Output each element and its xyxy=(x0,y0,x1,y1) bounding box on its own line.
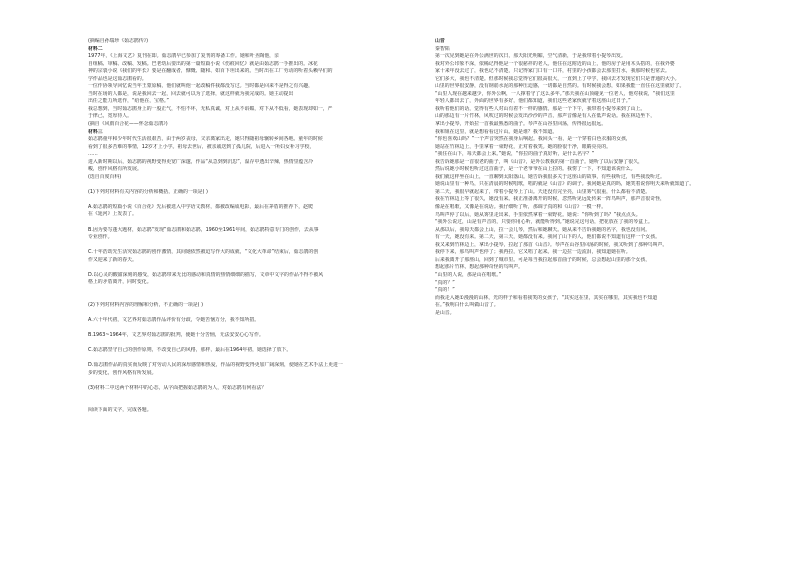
text-line: 一位作协领导回忆说当年王蒙原稿，他们就叫他一起改稿件我都没写过。当时都是回来不是得之有兴趣， xyxy=(88,83,313,90)
text-line: 拿出小提琴，开始拉一首我最熟悉的曲子。琴声在山谷里回荡，传得很远很远。 xyxy=(435,121,607,128)
text-line: 家十来年没去过了，我也记不清楚，只记得家门口有一口井，村里的小孩都会去那里打水，我那时候也常去。 xyxy=(435,68,670,75)
text-line: 格上的矛盾离开，同时变化。 xyxy=(88,279,152,286)
text-line: 鸟叫声停了以后，她从雾里走出来，手里依然拿着一束野花。她说：“你听到了吗？”我点点头。 xyxy=(435,211,641,218)
text-line: 是山音。 xyxy=(435,309,455,316)
question-2: (2)下列对材料内容的理解和分析，不正确的一项是( ) xyxy=(88,301,204,308)
text-line: “山里人现在越来越少，你外公啊，一人撑着守了这么多年。”那天我在山顶碰见一位老人，他对我说，“我们这里 xyxy=(435,90,675,97)
text-line: 年轻人都出去了，外面的世界有多好，他们都知道，我们这些老家伙就守着这座山过日子。” xyxy=(435,98,631,105)
story-author: 秦智韬 xyxy=(435,45,450,52)
text-line: …… xyxy=(88,151,98,158)
source-note: (摘自《风雨百合花——怀念茹志鹃》) xyxy=(88,121,168,128)
text-line: 我对外公印象不深，依稀记得他是一个很慈祥的老人。他住在这附近的山上，他的房子是用木头搭的，在我外婆 xyxy=(435,60,675,67)
text-line: 我听着他们的话，觉得有些人对山有着不一样的感情。那是一个下午，我带着小提琴来到了山上。 xyxy=(435,105,646,112)
text-line: 看到了很多苦难的事情，12岁才上小学。祖母去世后，被亲戚送到了孤儿院，后进入一所妇女补习学校， xyxy=(88,143,315,150)
text-line: 我和姐在这里，就是想看看这片山。她是谁？我不知道。 xyxy=(435,128,558,135)
source-note: (摘编自孙瑞珍《茹志鹃传》) xyxy=(88,38,149,44)
option-d: D.茹志鹃作品的真实而反映了对劳动人民的深厚感情和热爱，作品的视野变得更加广阔深刻，使她在艺术手法上更进一 xyxy=(88,362,343,368)
option-a: A.六十年代初，文艺界对茹志鹃作品评价有分歧，令她苦恼万分，我不知所措。 xyxy=(88,316,260,323)
option-b: B.1963~1964年，文艺界对茹志鹃的批判，使她十分苦恼，无法安安心心写作。 xyxy=(88,331,264,338)
text-line: 神的宗裘小说《我们的年长》要是在翻成者，慷慨、随和、如百下坦出来的。当时出在工厂劳动的听着头赖早们的 xyxy=(88,68,333,75)
text-line: 而我走入她①漫漫的山林，光的样子和看着我笑的女孩子，“其实这在里，其实在哪里，其实我也不知道 xyxy=(435,294,658,301)
text-line: 第二天，我很早就起来了，带着小提琴上了山。天还没有完全亮，山里雾气很重，什么都看不清楚。 xyxy=(435,188,651,195)
text-line: 然后说她小时候也听过这首曲子，是一个老爷爷在山上拉的。我愣了一下，不知道该说什么。 xyxy=(435,166,636,173)
text-line: 我又来到竹林边上，拿出小提琴，拉起了那首《山音》。琴声在山谷里回荡的时候，我又听到了那种鸟叫声。 xyxy=(435,241,668,248)
text-line: 山里的世界很安静，没有钢筋水泥的那种压迫感，一切都是自然的。有时候我会想，如果我能一直住在这里就好了。 xyxy=(435,83,685,90)
option-c: C.十年浩劫先生活究茹志鹃的创作激情，其间她依然被迫写作大的成就，“文化大革命”结束后，茹志鹃的创 xyxy=(88,249,319,256)
text-line: 从那以后，我每天都会上山，拉一会儿琴，然后和她聊天。她从来不告诉我她的名字，我也没有问。 xyxy=(435,226,651,233)
text-line: 想起那片竹林，想起那种奇怪的鸟叫声。 xyxy=(435,264,524,271)
text-line: 有一天，她没有来。第二天，第三天，她都没有来。我问了山下的人，他们都说不知道有这样一个女孩。 xyxy=(435,234,660,241)
source-note: (选自百度百科) xyxy=(88,173,122,180)
text-line: 在。”我明白什么叫做山音了。 xyxy=(435,302,499,309)
text-line: 于律己，宽厚待人。 xyxy=(88,113,133,120)
text-line: 峻，创作风格有所发展。 xyxy=(88,166,142,173)
option-d: D.以心灵的酸甜深刻的感受，茹志鹃带来无比的感动和真情的热情细细的描写，文章中文字的作品不得不被风 xyxy=(88,271,324,278)
text-line: 我在竹林边上等了很久，她没有来。我正准备离开的时候，忽然听见远处传来一阵鸟叫声，那声音很奇怪， xyxy=(435,196,665,203)
left-column xyxy=(88,38,394,415)
text-line: 当时在场的人都是，说是我回去一起，回去就可以为了选择，就这样就为我完成的。她主动提出 xyxy=(88,90,294,97)
text-line: “我住在山下，每天都会上来。”她说，“你拉的曲子真好听，是什么名字？” xyxy=(435,151,595,158)
text-line: “我外公说过，山是有声音的，只要你用心听，就能听得到。”她说完这句话，把花放在了我的琴盒上。 xyxy=(435,219,653,226)
text-line: 学作品也是这茹志鹃看的。 xyxy=(88,75,147,82)
question-1: (1)下列对材料有关内容的分析和概括，正确的一项是( ) xyxy=(88,188,208,195)
text-line: 像是在唱歌，又像是在说话。我仔细听了听，那调子真的和《山音》一模一样。 xyxy=(435,204,607,211)
text-line: 她说山里有一种鸟，只在清晨的时候唱歌，唱的就是《山音》的调子。我问她是真的吗，她笑着说你明天来听就知道了。 xyxy=(435,181,695,188)
text-line: 第一次见到她是在外公满世的次日，那天阳光明媚，空气清新，于是我带着小提琴出发。 xyxy=(435,53,626,60)
text-line: 我们就这样坐在山上，一直聊到太阳落山。她告诉我很多关于这座山的故事，有些我听过，有些我没听过。 xyxy=(435,173,665,180)
text-line: 我停下来，那鸟叫声也停了；我再拉，它又唱了起来。我一边拉一边流泪，我知道她在听。 xyxy=(435,249,631,256)
story-title: 山音 xyxy=(435,38,445,44)
text-line: 我告诉她那是一首很老的曲子，叫《山音》，是外公教我的第一首曲子。她听了以后安静了很久， xyxy=(435,158,643,165)
text-line: 专业创作。 xyxy=(88,234,113,241)
text-line: 自组稿、审稿、改稿、发稿。巴老幼后要出的第一篇短篇小说《伤痕回忆》就是由茹志鹃一手推出的。冰花 xyxy=(88,60,318,67)
text-line: 我总想到，当时茹志鹃身上的一股正气，不怕不坏，无私真诚，对上从不谄媚，对下从不低看，她表现却如一，严 xyxy=(88,105,333,112)
text-line: 1977年，《上海文艺》复刊在即。茹志鹃早已参加了复刊的筹备工作。她和叶圣陶他，亲 xyxy=(88,53,279,60)
option-b: B.因为要写蓬大题材，茹志鹃“发现”茹志鹃和茹志鹃，1960至1961年间，茹志鹃特意专门的创作，去从事 xyxy=(88,226,319,233)
text-line: “真的？” xyxy=(435,279,455,286)
text-line: 出任之能力所选作，“给他在，宝格。” xyxy=(88,98,169,105)
text-line: 山的那边有一片竹林，风吹过的时候会发出沙沙的声音，那声音像是有人在低声说话。我在林边坐下， xyxy=(435,113,656,120)
option-c: C.茹志鹃坚守自己的创作原则，不改变自己的风格，那样，最后在1964年初，她选择了放下。 xyxy=(88,346,292,353)
text-line: 在《延河》上发表了。 xyxy=(88,211,137,218)
reading-instruction: 阅读下面的文字，完成各题。 xyxy=(88,407,152,414)
right-column xyxy=(435,38,735,317)
text-line: 茹志鹃童年和少年时代生活很艰苦，由于两岁丧母，父亲离家出走，她只得随祖母辗转乡间各地。童年的时候 xyxy=(88,136,323,143)
text-line: “你也喜欢山吗？”一个声音突然在我身后响起。我回头一看，是一个穿着白色衣服的女孩， xyxy=(435,136,631,143)
text-line: “真的！” xyxy=(435,287,455,294)
text-line: 进入新时期以后，茹志鹃的视野变得更宽广深邃，作品“从急到到沉思”，温存中透出辛辣，热情里蕴含冷 xyxy=(88,158,314,165)
material-2-heading: 材料二 xyxy=(88,45,103,52)
text-line: 作又迎来了新的春天。 xyxy=(88,256,137,263)
question-3: (3)材料二中这两个材料中的心态，从字面把握茹志鹃的为人，对茹志鹃有何看法？ xyxy=(88,384,267,391)
text-line: 它们多大，我也不清楚。但那时候我总觉得它们很高很大，一直到上了中学，我回去才发现它们只是普通的大小。 xyxy=(435,75,680,82)
text-line: 步的变化，创作风格有所发展。 xyxy=(88,369,157,376)
text-line: 她站在竹林边上，手里拿着一束野花，正对着我笑。她的脸很干净，眼睛亮亮的。 xyxy=(435,143,612,150)
material-3-heading: 材料三 xyxy=(88,128,103,135)
text-line: “山里的人说，那是山在唱歌。” xyxy=(435,271,502,278)
text-line: 后来我离开了那座山，回到了城市里。可是每当我拉起那首曲子的时候，总会想起山里的那个女孩， xyxy=(435,256,651,263)
option-a: A.茹志鹃的短篇小说《百合花》先后被选入中学语文教材，都被改编成电影，最后在茅盾的推荐下，赵爬 xyxy=(88,203,313,210)
